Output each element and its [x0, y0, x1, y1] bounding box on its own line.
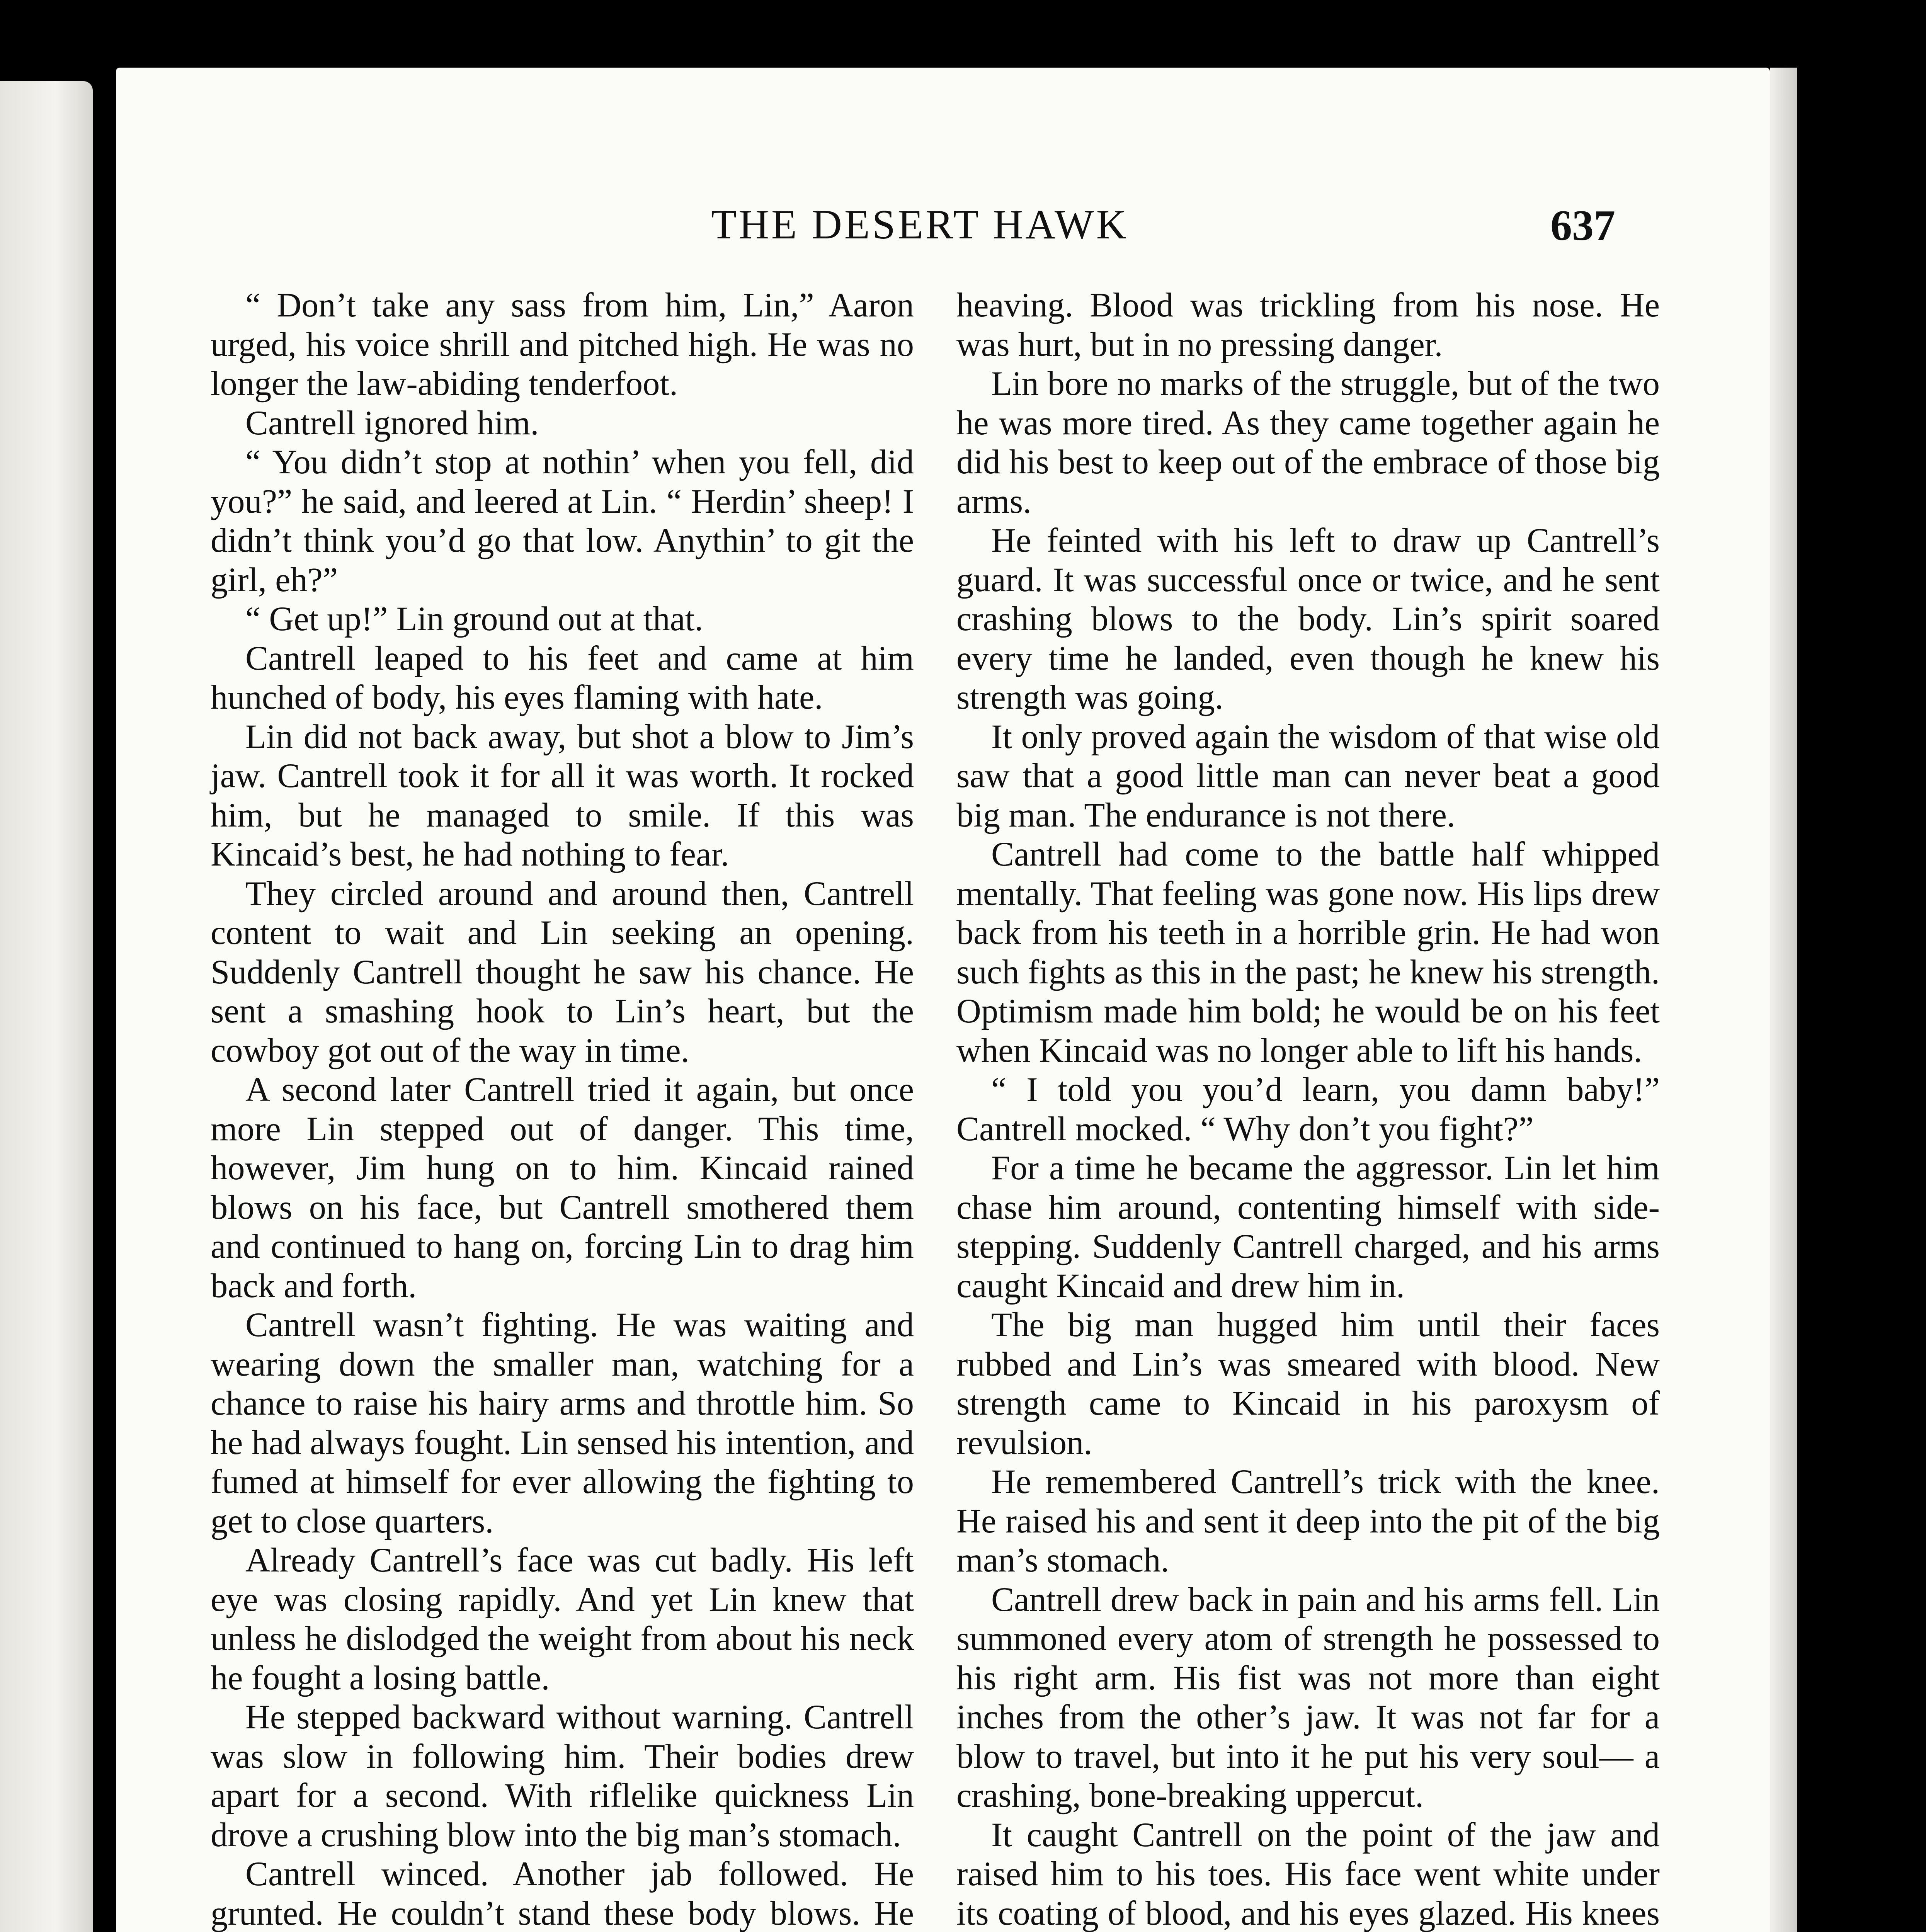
adjacent-page-edge — [0, 81, 93, 1932]
paragraph: It caught Cantrell on the point of the jaw and raised him to his toes. His face went white under its coating of blood, and his eyes glazed. His knees — [956, 1816, 1660, 1932]
paragraph: A second later Cantrell tried it again, but once more Lin stepped out of danger. This time, however, Jim hung on to him. Kincaid rained blows on his face, but Cantrell smothered them and continued to hang on, forcing Lin to drag him back and forth. — [211, 1071, 914, 1305]
paragraph: He stepped backward without warning. Cantrell was slow in following him. Their bodies drew apart for a second. With riflelike quickness Lin drove a crushing blow into the big man’s stomach. — [211, 1698, 914, 1854]
paragraph: Cantrell ignored him. — [245, 404, 539, 442]
paragraph: For a time he became the aggressor. Lin let him chase him around, contenting himself with side-stepping. Suddenly Cantrell charged, and his arms caught Kincaid and drew him in. — [956, 1149, 1660, 1305]
paragraph: Already Cantrell’s face was cut badly. His left eye was closing rapidly. And yet Lin knew that unless he dislodged the weight from about his neck he fought a losing battle. — [211, 1541, 914, 1697]
paragraph: heaving. Blood was trickling from his nose. He was hurt, but in no pressing danger. — [956, 286, 1660, 364]
paragraph: They circled around and around then, Cantrell content to wait and Lin seeking an opening. Suddenly Cantrell thought he saw his chance. He sent a smashing hook to Lin’s heart, but the cowboy got out of the way in time. — [211, 874, 914, 1070]
paragraph: “ Get up!” Lin ground out at that. — [245, 600, 703, 638]
paragraph: Lin bore no marks of the struggle, but of the two he was more tired. As they came together again he did his best to keep out of the embrace of those big arms. — [956, 365, 1660, 520]
paragraph: Cantrell had come to the battle half whipped mentally. That feeling was gone now. His lips drew back from his teeth in a horrible grin. He had won such fights as this in the past; he knew his strength. Optimism made him bold; he would be on his feet when Kincaid was no longer able to lift his hands. — [956, 835, 1660, 1070]
paragraph: “ Don’t take any sass from him, Lin,” Aaron urged, his voice shrill and pitched high. He was no longer the law-abiding tenderfoot. — [211, 286, 914, 403]
paragraph: Cantrell wasn’t fighting. He was waiting and wearing down the smaller man, watching for a chance to raise his hairy arms and throttle him. So he had always fought. Lin sensed his intention, and fumed at himself for ever allowing the fighting to get to close quarters. — [211, 1306, 914, 1540]
page-edge-shadow — [1770, 68, 1797, 1932]
paragraph: “ You didn’t stop at nothin’ when you fell, did you?” he said, and leered at Lin. “ Herdin’ sheep! I didn’t think you’d go that low. Anythin’ to git the girl, eh?” — [211, 443, 914, 599]
running-head — [116, 201, 1615, 259]
text-column-right — [956, 286, 1660, 1932]
paragraph: It only proved again the wisdom of that wise old saw that a good little man can never beat a good big man. The endurance is not there. — [956, 718, 1660, 834]
paragraph: “ I told you you’d learn, you damn baby!” Cantrell mocked. “ Why don’t you fight?” — [956, 1071, 1660, 1148]
paragraph: Cantrell drew back in pain and his arms fell. Lin summoned every atom of strength he possessed to his right arm. His fist was not more than eight inches from the other’s jaw. It was not far for a blow to travel, but into it he put his very soul— a crashing, bone-breaking uppercut. — [956, 1580, 1660, 1815]
paragraph: Cantrell leaped to his feet and came at him hunched of body, his eyes flaming with hate. — [211, 639, 914, 716]
paragraph: Lin did not back away, but shot a blow to Jim’s jaw. Cantrell took it for all it was worth. It rocked him, but he managed to smile. If this was Kincaid’s best, he had nothing to fear. — [211, 718, 914, 873]
text-column-left — [211, 286, 914, 1932]
running-head-title: THE DESERT HAWK — [711, 202, 1129, 248]
paragraph: He remembered Cantrell’s trick with the knee. He raised his and sent it deep into the pit of the big man’s stomach. — [956, 1463, 1660, 1579]
page-number: 637 — [1550, 202, 1615, 250]
paragraph: The big man hugged him until their faces rubbed and Lin’s was smeared with blood. New strength came to Kincaid in his paroxysm of revulsion. — [956, 1306, 1660, 1462]
paragraph: He feinted with his left to draw up Cantrell’s guard. It was successful once or twice, and he sent crashing blows to the body. Lin’s spirit soared every time he landed, even though he knew his strength was going. — [956, 522, 1660, 716]
paragraph: Cantrell winced. Another jab followed. He grunted. He couldn’t stand these body blows. He — [211, 1855, 914, 1932]
